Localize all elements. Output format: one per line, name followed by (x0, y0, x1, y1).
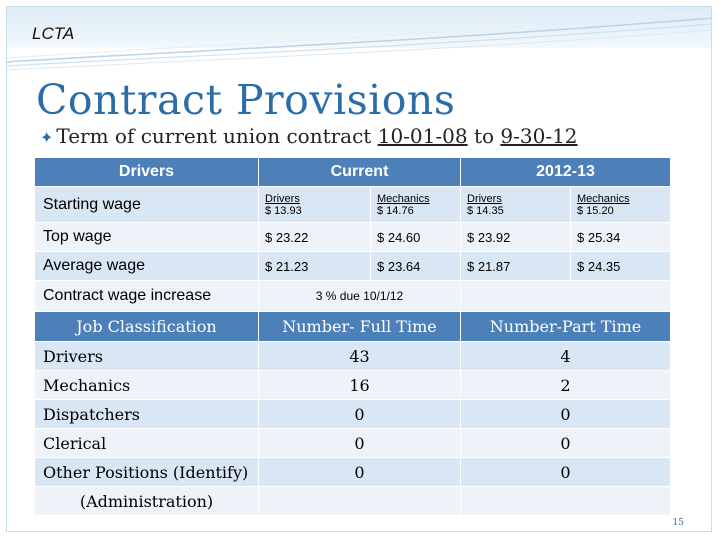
cell-value: $ 14.76 (377, 204, 414, 217)
table-row (35, 458, 671, 487)
cell-label: Mechanics (577, 192, 630, 205)
job-label: Clerical (35, 429, 259, 458)
full-time-count: 43 (259, 342, 461, 371)
table-row (35, 400, 671, 429)
starting-current-mechanics (371, 187, 461, 223)
cell-label: Drivers (265, 192, 300, 205)
full-time-count: 0 (259, 400, 461, 429)
top-current-mechanics: $ 24.60 (371, 223, 461, 252)
full-time-count: 0 (259, 458, 461, 487)
wage-header-row (35, 158, 671, 187)
bullet-icon: ✦ (40, 128, 54, 147)
job-label: Mechanics (35, 371, 259, 400)
org-label: LCTA (32, 24, 75, 43)
starting-current-drivers (259, 187, 371, 223)
part-time-count: 2 (461, 371, 671, 400)
job-label: Drivers (35, 342, 259, 371)
administration-label: (Administration) (35, 487, 259, 516)
header-full-time: Number- Full Time (259, 312, 461, 342)
part-time-count: 0 (461, 400, 671, 429)
starting-wage-label: Starting wage (35, 187, 259, 223)
header-drivers: Drivers (35, 158, 259, 187)
contract-end-date: 9-30-12 (500, 124, 578, 148)
table-row (35, 371, 671, 400)
header-job-classification: Job Classification (35, 312, 259, 342)
header-2012-13: 2012-13 (461, 158, 671, 187)
cell-label: Mechanics (377, 192, 430, 205)
page-number: 15 (672, 518, 684, 528)
subtitle-middle: to (467, 124, 501, 148)
subtitle (40, 124, 578, 148)
header-current: Current (259, 158, 461, 187)
cell-value: $ 13.93 (265, 204, 302, 217)
part-time-count: 4 (461, 342, 671, 371)
subtitle-prefix: Term of current union contract (56, 124, 378, 148)
part-time-count: 0 (461, 429, 671, 458)
cell-label: Drivers (467, 192, 502, 205)
table-row (35, 342, 671, 371)
average-current-drivers: $ 21.23 (259, 252, 371, 281)
header-part-time: Number-Part Time (461, 312, 671, 342)
job-header-row (35, 312, 671, 342)
full-time-count: 0 (259, 429, 461, 458)
top-next-drivers: $ 23.92 (461, 223, 571, 252)
part-time-count: 0 (461, 458, 671, 487)
top-wage-row (35, 223, 671, 252)
top-current-drivers: $ 23.22 (259, 223, 371, 252)
full-time-count: 16 (259, 371, 461, 400)
table-row (35, 487, 671, 516)
provisions-table (34, 157, 671, 516)
top-wage-label: Top wage (35, 223, 259, 252)
table-row (35, 429, 671, 458)
average-wage-label: Average wage (35, 252, 259, 281)
empty-cell (259, 487, 461, 516)
wage-increase-empty (461, 281, 671, 312)
wage-increase-value: 3 % due 10/1/12 (259, 281, 461, 312)
contract-start-date: 10-01-08 (377, 124, 468, 148)
wage-increase-label: Contract wage increase (35, 281, 259, 312)
job-label: Dispatchers (35, 400, 259, 429)
top-next-mechanics: $ 25.34 (571, 223, 671, 252)
starting-next-drivers (461, 187, 571, 223)
empty-cell (461, 487, 671, 516)
page-title: Contract Provisions (36, 76, 456, 124)
average-wage-row (35, 252, 671, 281)
average-current-mechanics: $ 23.64 (371, 252, 461, 281)
starting-next-mechanics (571, 187, 671, 223)
job-label: Other Positions (Identify) (35, 458, 259, 487)
cell-value: $ 15.20 (577, 204, 614, 217)
starting-wage-row (35, 187, 671, 223)
average-next-drivers: $ 21.87 (461, 252, 571, 281)
average-next-mechanics: $ 24.35 (571, 252, 671, 281)
wage-increase-row (35, 281, 671, 312)
cell-value: $ 14.35 (467, 204, 504, 217)
